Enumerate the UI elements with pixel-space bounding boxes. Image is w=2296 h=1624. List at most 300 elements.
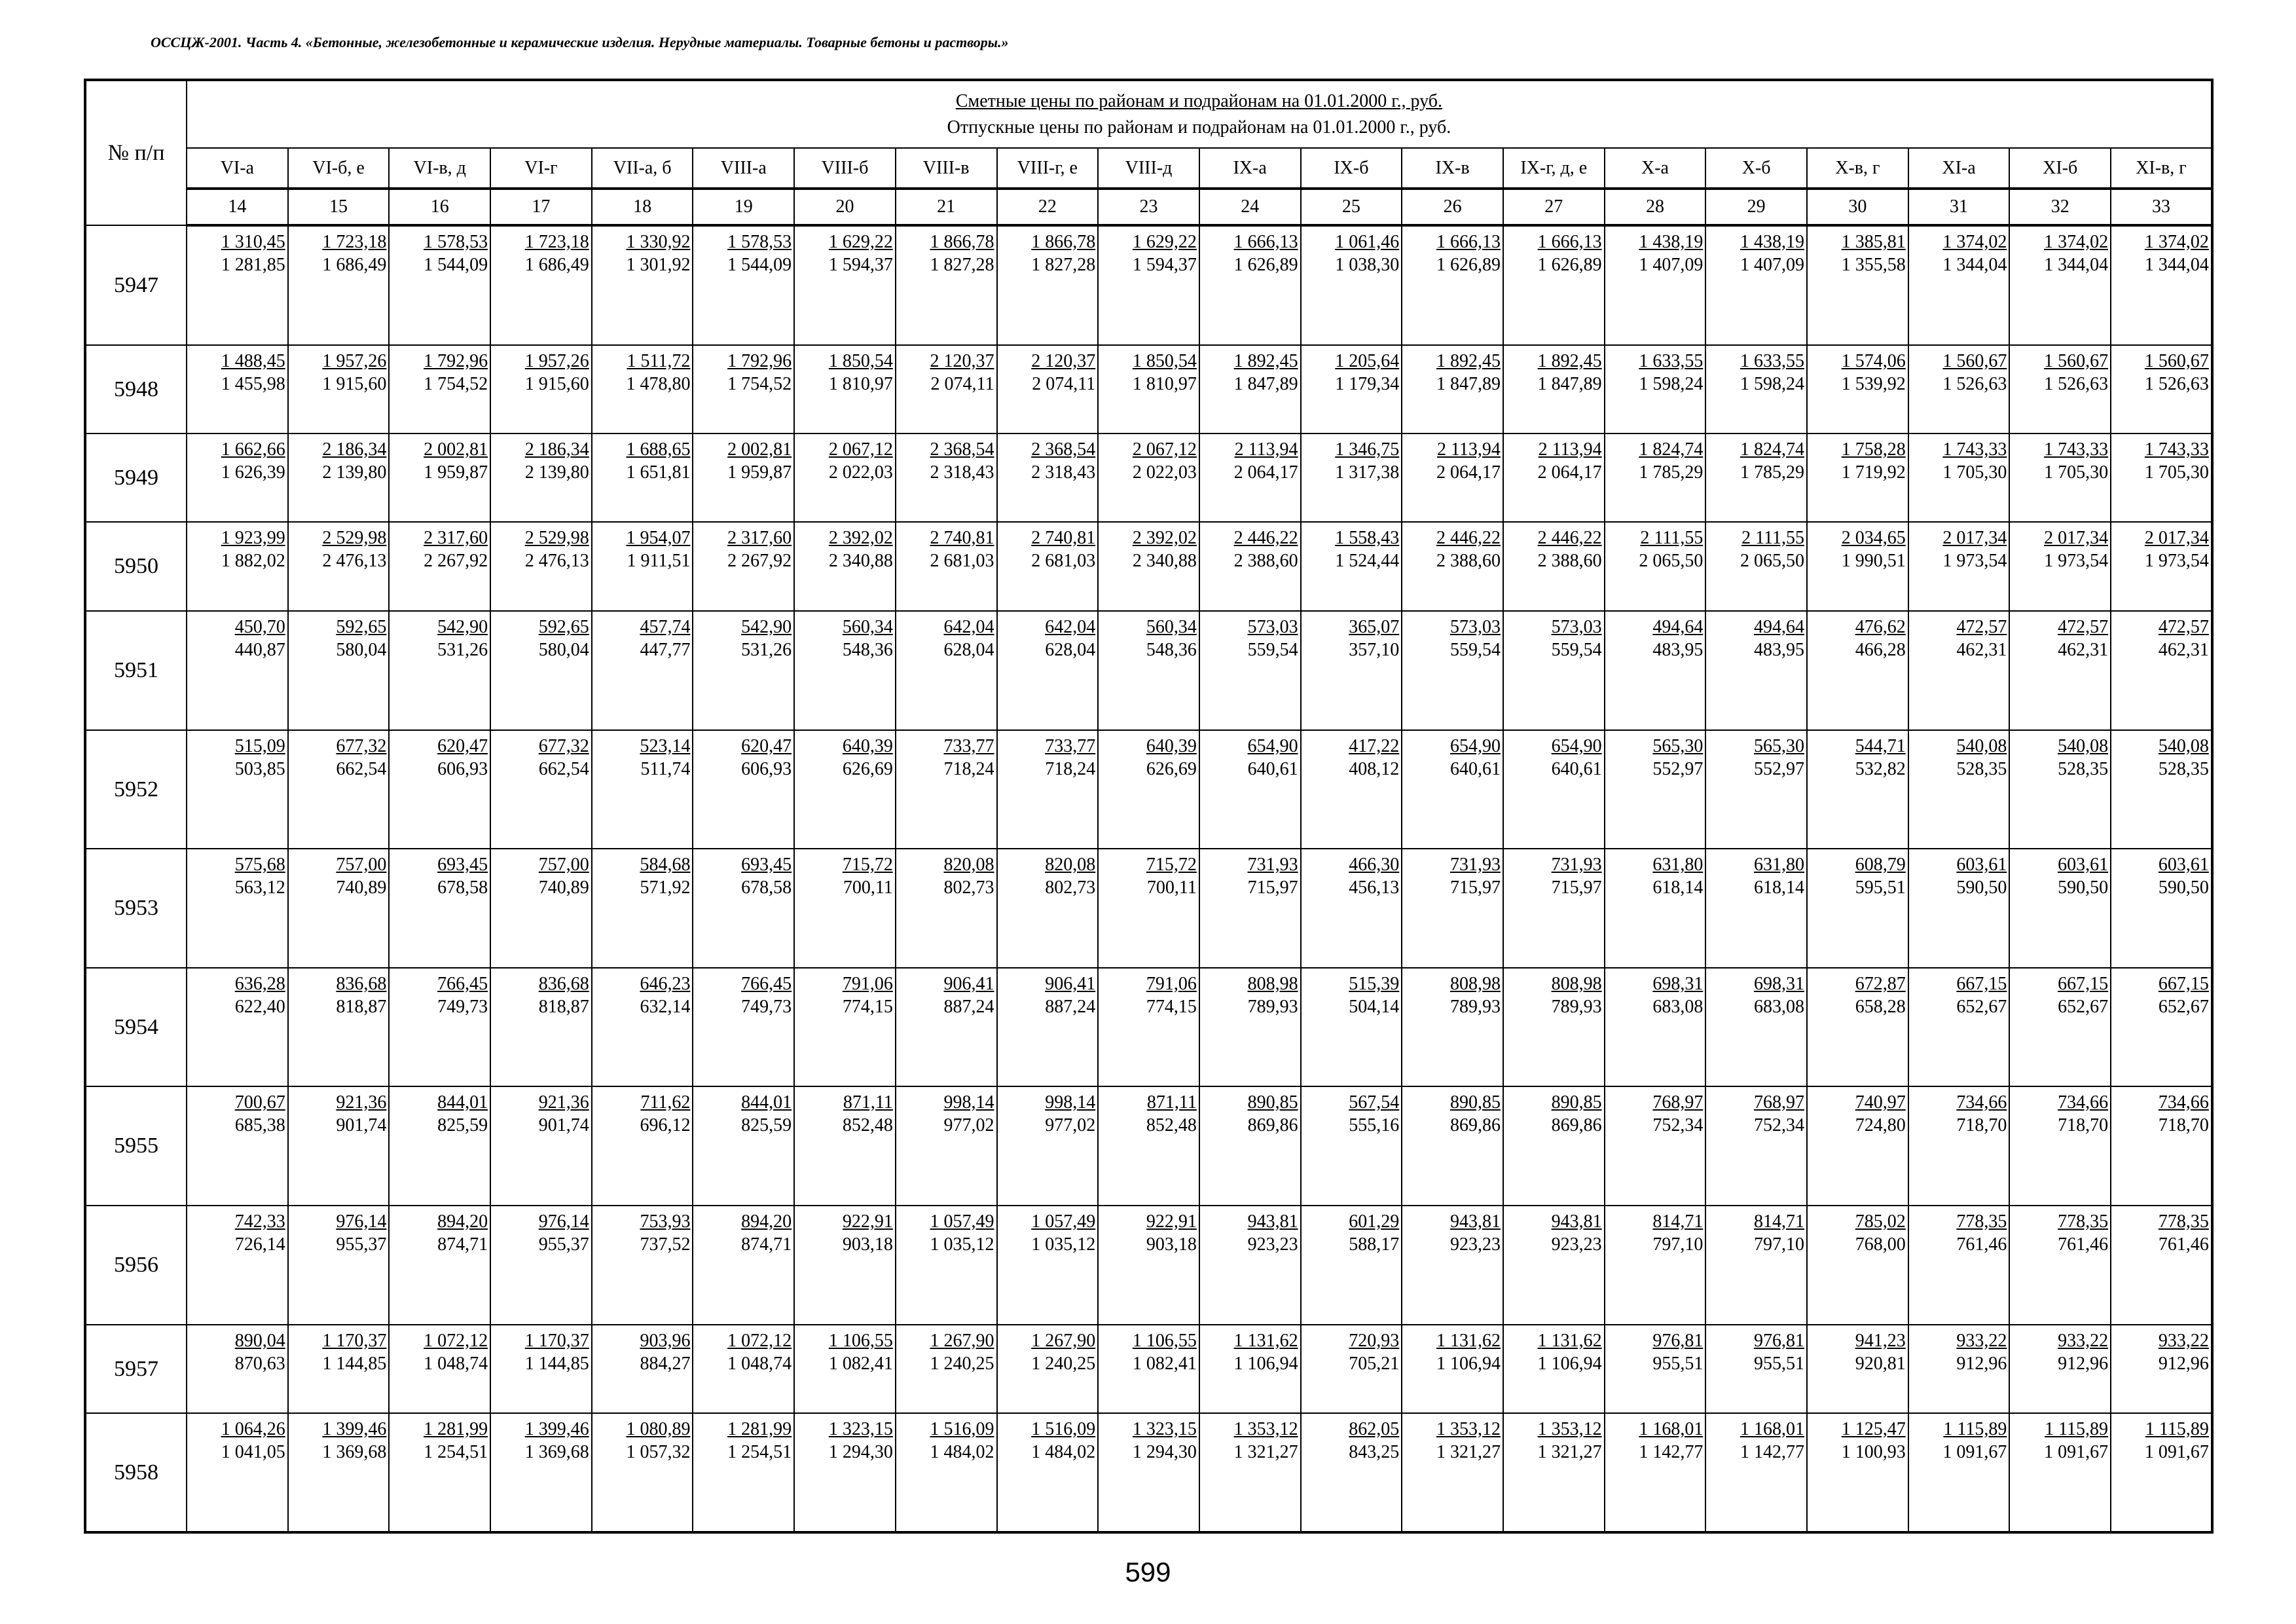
release-price: 1 294,30 [828, 1442, 893, 1462]
estimate-price: 943,81 [1247, 1211, 1298, 1232]
estimate-price: 457,74 [640, 617, 691, 637]
release-price: 1 091,67 [2044, 1442, 2109, 1462]
price-cell [1199, 434, 1301, 522]
price-cell [490, 611, 592, 730]
price-cell [1402, 225, 1503, 345]
release-price: 1 254,51 [424, 1442, 488, 1462]
region-header: XI-б [2009, 148, 2111, 189]
table-row [85, 345, 2212, 434]
price-cell [1807, 968, 1908, 1086]
row-number: 5955 [85, 1086, 187, 1206]
release-price: 531,26 [437, 640, 488, 660]
estimate-price: 1 267,90 [930, 1331, 994, 1351]
price-cell [2009, 611, 2111, 730]
estimate-price: 1 131,62 [1233, 1331, 1298, 1351]
release-price: 1 785,29 [1740, 462, 1804, 483]
release-price: 658,28 [1855, 997, 1906, 1017]
release-price: 1 973,54 [2044, 551, 2109, 571]
estimate-price: 766,45 [437, 974, 488, 994]
page-number: 599 [1125, 1557, 1171, 1587]
estimate-price: 2 186,34 [524, 439, 589, 460]
estimate-price: 2 017,34 [2044, 528, 2109, 548]
estimate-price: 2 067,12 [1132, 439, 1197, 460]
release-price: 726,14 [234, 1234, 285, 1255]
price-cell [592, 225, 693, 345]
estimate-price: 791,06 [842, 974, 893, 994]
price-cell [1199, 968, 1301, 1086]
column-number: 30 [1807, 189, 1908, 225]
release-price: 1 626,89 [1436, 255, 1501, 275]
release-price: 1 626,89 [1537, 255, 1602, 275]
price-cell [1705, 1413, 1807, 1532]
release-price: 718,24 [1045, 759, 1096, 779]
region-header: IX-а [1199, 148, 1301, 189]
price-cell [490, 849, 592, 968]
estimate-price: 542,90 [741, 617, 792, 637]
release-price: 884,27 [640, 1354, 691, 1374]
release-price: 1 240,25 [1031, 1354, 1096, 1374]
price-cell [1908, 968, 2010, 1086]
region-header: VIII-в [896, 148, 997, 189]
release-price: 903,18 [842, 1234, 893, 1255]
estimate-price: 573,03 [1449, 617, 1501, 637]
release-price: 1 882,02 [221, 551, 285, 571]
estimate-price: 2 017,34 [1942, 528, 2007, 548]
price-cell [1301, 345, 1402, 434]
estimate-price: 720,93 [1349, 1331, 1400, 1351]
estimate-price: 733,77 [943, 736, 994, 756]
price-cell [1807, 434, 1908, 522]
estimate-price: 631,80 [1652, 855, 1704, 875]
estimate-price: 1 061,46 [1335, 232, 1400, 252]
release-price: 504,14 [1349, 997, 1400, 1017]
price-cell [2111, 1206, 2212, 1325]
estimate-price: 976,14 [336, 1211, 387, 1232]
estimate-price: 544,71 [1855, 736, 1906, 756]
column-number: 32 [2009, 189, 2111, 225]
price-cell [1908, 1206, 2010, 1325]
release-price: 1 911,51 [627, 551, 691, 571]
estimate-price: 1 866,78 [1031, 232, 1096, 252]
column-number: 28 [1605, 189, 1706, 225]
release-price: 1 091,67 [1942, 1442, 2007, 1462]
estimate-price: 890,85 [1551, 1092, 1602, 1113]
estimate-price: 1 666,13 [1436, 232, 1501, 252]
release-price: 1 240,25 [930, 1354, 994, 1374]
release-price: 462,31 [2158, 640, 2209, 660]
estimate-price: 1 723,18 [524, 232, 589, 252]
release-price: 678,58 [741, 877, 792, 898]
price-cell [794, 849, 896, 968]
release-price: 528,35 [1956, 759, 2007, 779]
release-price: 912,96 [2058, 1354, 2109, 1374]
estimate-price: 753,93 [640, 1211, 691, 1232]
price-cell [794, 434, 896, 522]
release-price: 1 106,94 [1537, 1354, 1602, 1374]
release-price: 595,51 [1855, 877, 1906, 898]
price-cell [490, 1086, 592, 1206]
price-cell [693, 225, 794, 345]
price-cell [1705, 522, 1807, 611]
release-price: 511,74 [640, 759, 691, 779]
price-cell [389, 1206, 490, 1325]
price-cell [187, 434, 288, 522]
price-cell [187, 849, 288, 968]
price-cell [794, 522, 896, 611]
price-cell [1402, 1206, 1503, 1325]
release-price: 818,87 [336, 997, 387, 1017]
estimate-price: 1 281,99 [424, 1419, 488, 1439]
release-price: 1 526,63 [2044, 374, 2109, 394]
estimate-price: 1 385,81 [1841, 232, 1906, 252]
estimate-price: 654,90 [1449, 736, 1501, 756]
price-cell [187, 345, 288, 434]
estimate-price: 565,30 [1652, 736, 1704, 756]
release-price: 559,54 [1449, 640, 1501, 660]
estimate-price: 2 111,55 [1741, 528, 1804, 548]
release-price: 1 626,89 [1233, 255, 1298, 275]
release-price: 1 959,87 [727, 462, 792, 483]
estimate-price: 584,68 [640, 855, 691, 875]
release-price: 563,12 [234, 877, 285, 898]
price-cell [1199, 225, 1301, 345]
price-cell [1807, 1086, 1908, 1206]
estimate-price: 646,23 [640, 974, 691, 994]
price-cell [288, 849, 390, 968]
price-cell [490, 1206, 592, 1325]
estimate-price: 731,93 [1449, 855, 1501, 875]
release-price: 2 022,03 [828, 462, 893, 483]
price-cell [1705, 611, 1807, 730]
release-price: 1 048,74 [727, 1354, 792, 1374]
column-number: 16 [389, 189, 490, 225]
estimate-price: 1 516,09 [1031, 1419, 1096, 1439]
estimate-price: 814,71 [1754, 1211, 1804, 1232]
estimate-price: 731,93 [1551, 855, 1602, 875]
price-cell [1908, 730, 2010, 849]
price-cell [490, 345, 592, 434]
release-price: 761,46 [2058, 1234, 2109, 1255]
release-price: 632,14 [640, 997, 691, 1017]
column-number: 29 [1705, 189, 1807, 225]
price-cell [794, 1086, 896, 1206]
price-cell [1301, 730, 1402, 849]
column-number: 33 [2111, 189, 2212, 225]
release-price: 718,24 [943, 759, 994, 779]
price-cell [693, 730, 794, 849]
release-price: 1 455,98 [221, 374, 285, 394]
column-number: 25 [1301, 189, 1402, 225]
price-cell [2009, 434, 2111, 522]
column-number: 26 [1402, 189, 1503, 225]
release-price: 1 973,54 [2144, 551, 2209, 571]
release-price: 2 267,92 [424, 551, 488, 571]
price-cell [1807, 225, 1908, 345]
release-price: 1 035,12 [1031, 1234, 1096, 1255]
column-number-row [85, 189, 2212, 225]
estimate-price: 1 106,55 [1132, 1331, 1197, 1351]
estimate-price: 844,01 [741, 1092, 792, 1113]
price-cell [1402, 434, 1503, 522]
price-cell [1503, 1325, 1605, 1413]
estimate-price: 921,36 [336, 1092, 387, 1113]
release-price: 818,87 [538, 997, 589, 1017]
estimate-price: 1 374,02 [2044, 232, 2109, 252]
release-price: 466,28 [1855, 640, 1906, 660]
price-cell [2111, 849, 2212, 968]
release-price: 715,97 [1449, 877, 1501, 898]
price-cell [1503, 1206, 1605, 1325]
estimate-price: 976,81 [1754, 1331, 1804, 1351]
price-cell [896, 1413, 997, 1532]
estimate-price: 667,15 [2158, 974, 2209, 994]
column-number: 24 [1199, 189, 1301, 225]
estimate-price: 1 438,19 [1639, 232, 1704, 252]
release-price: 1 035,12 [930, 1234, 994, 1255]
release-price: 705,21 [1349, 1354, 1400, 1374]
release-price: 740,89 [538, 877, 589, 898]
price-cell [693, 1086, 794, 1206]
release-price: 1 048,74 [424, 1354, 488, 1374]
price-cell [1402, 1413, 1503, 1532]
estimate-price: 2 186,34 [322, 439, 387, 460]
price-cell [592, 1325, 693, 1413]
region-header: X-а [1605, 148, 1706, 189]
estimate-price: 844,01 [437, 1092, 488, 1113]
release-price: 640,61 [1551, 759, 1602, 779]
estimate-price: 1 170,37 [322, 1331, 387, 1351]
estimate-price: 808,98 [1449, 974, 1501, 994]
estimate-price: 466,30 [1349, 855, 1400, 875]
estimate-price: 1 168,01 [1639, 1419, 1704, 1439]
price-cell [1301, 225, 1402, 345]
price-cell [1807, 849, 1908, 968]
release-price: 1 686,49 [524, 255, 589, 275]
price-cell [1705, 434, 1807, 522]
row-number: 5957 [85, 1325, 187, 1413]
estimate-price: 1 346,75 [1335, 439, 1400, 460]
price-cell [1908, 225, 2010, 345]
estimate-price: 620,47 [437, 736, 488, 756]
estimate-price: 890,85 [1247, 1092, 1298, 1113]
release-price: 652,67 [2058, 997, 2109, 1017]
row-number: 5950 [85, 522, 187, 611]
row-number: 5956 [85, 1206, 187, 1325]
price-cell [288, 968, 390, 1086]
release-price: 606,93 [741, 759, 792, 779]
release-price: 1 321,27 [1436, 1442, 1501, 1462]
release-price: 580,04 [538, 640, 589, 660]
estimate-price: 871,11 [1146, 1092, 1197, 1113]
region-header: VI-а [187, 148, 288, 189]
price-cell [1807, 345, 1908, 434]
table-row [85, 225, 2212, 345]
price-cell [592, 1086, 693, 1206]
estimate-price: 540,08 [2158, 736, 2209, 756]
column-number: 19 [693, 189, 794, 225]
price-cell [2009, 1325, 2111, 1413]
release-price: 852,48 [1146, 1115, 1197, 1135]
estimate-price: 768,97 [1652, 1092, 1704, 1113]
price-cell [1301, 522, 1402, 611]
region-header: XI-а [1908, 148, 2010, 189]
price-cell [1605, 1325, 1706, 1413]
price-cell [997, 522, 1099, 611]
price-cell [1503, 434, 1605, 522]
price-cell [1705, 345, 1807, 434]
estimate-price: 365,07 [1349, 617, 1400, 637]
price-cell [288, 1086, 390, 1206]
release-price: 740,89 [336, 877, 387, 898]
estimate-price: 1 629,22 [828, 232, 893, 252]
estimate-price: 1 310,45 [221, 232, 285, 252]
estimate-price: 1 792,96 [424, 351, 488, 371]
estimate-price: 573,03 [1247, 617, 1298, 637]
estimate-price: 1 353,12 [1436, 1419, 1501, 1439]
release-price: 920,81 [1855, 1354, 1906, 1374]
estimate-price: 523,14 [640, 736, 691, 756]
estimate-price: 654,90 [1247, 736, 1298, 756]
price-cell [1199, 1325, 1301, 1413]
release-price: 869,86 [1247, 1115, 1298, 1135]
estimate-price: 943,81 [1551, 1211, 1602, 1232]
price-cell [1605, 730, 1706, 849]
release-price: 447,77 [640, 640, 691, 660]
price-cell [1908, 522, 2010, 611]
release-price: 1 294,30 [1132, 1442, 1197, 1462]
release-price: 1 705,30 [1942, 462, 2007, 483]
estimate-price: 1 131,62 [1537, 1331, 1602, 1351]
estimate-price: 2 317,60 [727, 528, 792, 548]
price-cell [2009, 730, 2111, 849]
estimate-price: 560,34 [842, 617, 893, 637]
price-cell [389, 522, 490, 611]
price-cell [693, 345, 794, 434]
price-cell [1301, 1325, 1402, 1413]
release-price: 2 064,17 [1233, 462, 1298, 483]
estimate-price: 906,41 [1045, 974, 1096, 994]
release-price: 685,38 [234, 1115, 285, 1135]
table-caption [187, 80, 2212, 148]
estimate-price: 494,64 [1754, 617, 1804, 637]
price-cell [1705, 1086, 1807, 1206]
price-cell [1605, 611, 1706, 730]
estimate-price: 778,35 [2158, 1211, 2209, 1232]
estimate-price: 1 115,89 [1943, 1419, 2007, 1439]
region-header: VI-г [490, 148, 592, 189]
estimate-price: 2 067,12 [828, 439, 893, 460]
price-cell [490, 225, 592, 345]
price-cell [693, 1206, 794, 1325]
estimate-price: 976,81 [1652, 1331, 1704, 1351]
region-header: VI-б, е [288, 148, 390, 189]
estimate-price: 941,23 [1855, 1331, 1906, 1351]
price-cell [187, 1206, 288, 1325]
estimate-price: 791,06 [1146, 974, 1197, 994]
release-price: 802,73 [943, 877, 994, 898]
estimate-price: 768,97 [1754, 1092, 1804, 1113]
release-price: 1 754,52 [424, 374, 488, 394]
estimate-price: 542,90 [437, 617, 488, 637]
region-header: VIII-б [794, 148, 896, 189]
estimate-price: 693,45 [437, 855, 488, 875]
estimate-price: 1 743,33 [1942, 439, 2007, 460]
price-cell [592, 522, 693, 611]
estimate-price: 836,68 [336, 974, 387, 994]
price-cell [1098, 849, 1199, 968]
estimate-price: 640,39 [1146, 736, 1197, 756]
price-cell [794, 1413, 896, 1532]
price-cell [1705, 730, 1807, 849]
release-price: 1 484,02 [1031, 1442, 1096, 1462]
release-price: 955,37 [336, 1234, 387, 1255]
price-cell [794, 1206, 896, 1325]
estimate-price: 1 892,45 [1537, 351, 1602, 371]
estimate-price: 450,70 [234, 617, 285, 637]
release-price: 2 388,60 [1436, 551, 1501, 571]
price-cell [1908, 1086, 2010, 1206]
price-cell [896, 1086, 997, 1206]
release-price: 1 344,04 [2044, 255, 2109, 275]
row-number: 5954 [85, 968, 187, 1086]
release-price: 912,96 [2158, 1354, 2209, 1374]
price-cell [288, 345, 390, 434]
release-price: 2 074,11 [930, 374, 994, 394]
release-price: 797,10 [1652, 1234, 1704, 1255]
release-price: 1 686,49 [322, 255, 387, 275]
release-price: 1 369,68 [322, 1442, 387, 1462]
price-cell [2111, 968, 2212, 1086]
price-cell [1908, 611, 2010, 730]
release-price: 718,70 [2158, 1115, 2209, 1135]
release-price: 1 594,37 [828, 255, 893, 275]
price-cell [2111, 522, 2212, 611]
price-cell [1503, 611, 1605, 730]
price-cell [288, 1206, 390, 1325]
release-price: 977,02 [943, 1115, 994, 1135]
estimate-price: 1 353,12 [1233, 1419, 1298, 1439]
price-cell [1402, 1086, 1503, 1206]
release-price: 696,12 [640, 1115, 691, 1135]
release-price: 622,40 [234, 997, 285, 1017]
column-number: 15 [288, 189, 390, 225]
estimate-price: 2 529,98 [524, 528, 589, 548]
estimate-price: 672,87 [1855, 974, 1906, 994]
price-cell [1503, 225, 1605, 345]
release-price: 1 100,93 [1841, 1442, 1906, 1462]
estimate-price: 778,35 [1956, 1211, 2007, 1232]
release-price: 887,24 [943, 997, 994, 1017]
price-cell [1503, 1086, 1605, 1206]
price-cell [288, 730, 390, 849]
price-cell [997, 1086, 1099, 1206]
estimate-price: 1 688,65 [626, 439, 691, 460]
price-cell [187, 1086, 288, 1206]
price-cell [389, 1413, 490, 1532]
release-price: 662,54 [336, 759, 387, 779]
price-cell [794, 730, 896, 849]
price-cell [1807, 522, 1908, 611]
estimate-price: 642,04 [1045, 617, 1096, 637]
estimate-price: 1 723,18 [322, 232, 387, 252]
release-price: 2 074,11 [1032, 374, 1096, 394]
price-cell [1807, 611, 1908, 730]
price-cell [592, 434, 693, 522]
release-price: 2 139,80 [524, 462, 589, 483]
estimate-price: 731,93 [1247, 855, 1298, 875]
release-price: 887,24 [1045, 997, 1096, 1017]
row-number: 5951 [85, 611, 187, 730]
